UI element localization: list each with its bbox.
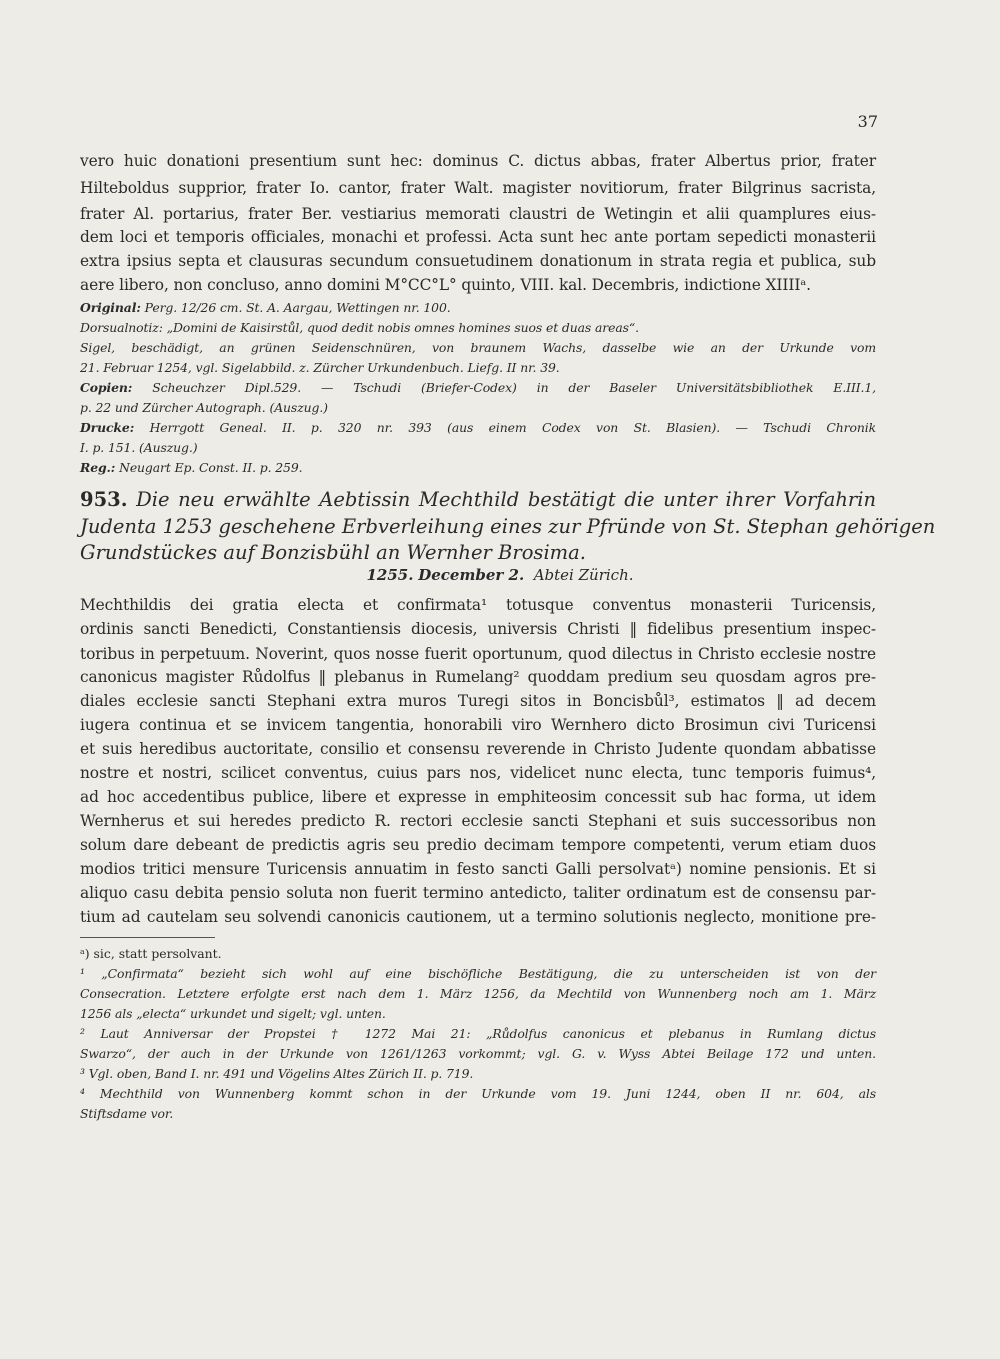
note-drucke: Drucke: Herrgott Geneal. II. p. 320 nr. 393 (aus einem Codex von St. Blasien). — Tschudi Chronik: [80, 420, 877, 435]
page-number: 37: [857, 112, 878, 131]
footnote: ¹ „Confirmata“ bezieht sich wohl auf eine bischöfliche Bestätigung, die zu unterscheiden ist von der: [80, 966, 876, 981]
note-label: Original:: [80, 300, 141, 315]
date-month: December 2.: [418, 566, 525, 584]
intro-line: frater Al. portarius, frater Ber. vestiarius memorati claustri de Wetingin et alii quamplures eius-: [80, 205, 876, 223]
note-reg: Reg.: Neugart Ep. Const. II. p. 259.: [80, 460, 303, 475]
note-original: Original: Perg. 12/26 cm. St. A. Aargau, Wettingen nr. 100.: [80, 300, 451, 315]
document-title: Judenta 1253 geschehene Erbverleihung eines zur Pfründe von St. Stephan gehörigen: [80, 515, 936, 538]
note-copien: p. 22 und Zürcher Autograph. (Auszug.): [80, 400, 328, 415]
body-line: ad hoc accedentibus publice, libere et expresse in emphiteosim concessit sub hac forma, ut idem: [80, 788, 876, 806]
note-label: Reg.:: [80, 460, 116, 475]
document-dateline: [0, 566, 1000, 584]
document-number: 953.: [80, 488, 128, 511]
date-year: 1255.: [366, 566, 414, 584]
body-line: toribus in perpetuum. Noverint, quos nosse fuerit oportunum, quod dilectus in Christo ecclesie nostre: [80, 645, 876, 663]
body-line: aliquo casu debita pensio soluta non fuerit termino antedicto, taliter ordinatum est de consensu par-: [80, 884, 876, 902]
body-line: diales ecclesie sancti Stephani extra muros Turegi sitos in Boncisbůl³, estimatos ‖ ad decem: [80, 692, 876, 710]
note-sigel: 21. Februar 1254, vgl. Sigelabbild. z. Zürcher Urkundenbuch. Liefg. II nr. 39.: [80, 360, 560, 375]
body-line: tium ad cautelam seu solvendi canonicis cautionem, ut a termino solutionis neglecto, monitione pre-: [80, 908, 876, 926]
document-title: Grundstückes auf Bonzisbühl an Wernher Brosima.: [80, 541, 586, 564]
body-line: et suis heredibus auctoritate, consilio et consensu reverende in Christo Judente quondam abbatisse: [80, 740, 876, 758]
intro-line: extra ipsius septa et clausuras secundum consuetudinem donationum in strata regia et publica, sub: [80, 252, 876, 270]
intro-line: dem loci et temporis officiales, monachi et professi. Acta sunt hec ante portam sepedicti monasterii: [80, 228, 876, 246]
body-line: ordinis sancti Benedicti, Constantiensis diocesis, universis Christi ‖ fidelibus presentium inspec-: [80, 620, 876, 638]
footnote: ³ Vgl. oben, Band I. nr. 491 und Vögelins Altes Zürich II. p. 719.: [80, 1066, 474, 1081]
note-dorsual: Dorsualnotiz: „Domini de Kaisirstůl, quod dedit nobis omnes homines suos et duas areas“.: [80, 320, 639, 335]
footnote-separator: [80, 937, 215, 938]
body-line: nostre et nostri, scilicet conventus, cuius pars nos, videlicet nunc electa, tunc temporis fuimus⁴,: [80, 764, 876, 782]
body-line: Wernherus et sui heredes predicto R. rectori ecclesie sancti Stephani et suis successoribus non: [80, 812, 876, 830]
body-line: solum dare debeant de predictis agris seu predio decimam tempore competenti, verum etiam duos: [80, 836, 876, 854]
note-label: Copien:: [80, 380, 133, 395]
footnote: ⁴ Mechthild von Wunnenberg kommt schon in der Urkunde vom 19. Juni 1244, oben II nr. 604, als: [80, 1086, 876, 1101]
body-line: modios tritici mensure Turicensis annuatim in festo sancti Galli persolvatᵃ) nomine pensionis. Et si: [80, 860, 876, 878]
intro-line: Hilteboldus supprior, frater Io. cantor, frater Walt. magister novitiorum, frater Bilgrinus sacrista,: [80, 179, 876, 197]
body-line: canonicus magister Růdolfus ‖ plebanus in Rumelang² quoddam predium seu quosdam agros pre-: [80, 668, 876, 686]
footnote: 1256 als „electa“ urkundet und sigelt; vgl. unten.: [80, 1006, 386, 1021]
document-title: 953. Die neu erwählte Aebtissin Mechthild bestätigt die unter ihrer Vorfahrin: [80, 488, 877, 511]
note-label: Drucke:: [80, 420, 135, 435]
note-copien: Copien: Scheuchzer Dipl.529. — Tschudi (Briefer-Codex) in der Baseler Universitätsbibliothek E.III.1,: [80, 380, 876, 395]
footnote: Stiftsdame vor.: [80, 1106, 174, 1121]
note-drucke: I. p. 151. (Auszug.): [80, 440, 198, 455]
footnote: ᵃ) sic, statt persolvant.: [80, 946, 222, 961]
note-sigel: Sigel, beschädigt, an grünen Seidenschnüren, von braunem Wachs, dasselbe wie an der Urkunde vom: [80, 340, 876, 355]
footnote: Swarzo“, der auch in der Urkunde von 1261/1263 vorkommt; vgl. G. v. Wyss Abtei Beilage 172 und unten.: [80, 1046, 876, 1061]
footnote: ² Laut Anniversar der Propstei † 1272 Mai 21: „Růdolfus canonicus et plebanus in Rumlang dictus: [80, 1026, 876, 1041]
body-line: iugera continua et se invicem tangentia, honorabili viro Wernhero dicto Brosimun civi Turicensi: [80, 716, 876, 734]
body-line: Mechthildis dei gratia electa et confirmata¹ totusque conventus monasterii Turicensis,: [80, 596, 876, 614]
intro-line: aere libero, non concluso, anno domini M°CC°L° quinto, VIII. kal. Decembris, indictione XIIIIᵃ.: [80, 276, 811, 294]
footnote: Consecration. Letztere erfolgte erst nach dem 1. März 1256, da Mechtild von Wunnenberg noch am 1. März: [80, 986, 876, 1001]
intro-line: vero huic donationi presentium sunt hec: dominus C. dictus abbas, frater Albertus prior, frater: [80, 152, 876, 170]
place: Abtei Zürich.: [533, 566, 634, 584]
